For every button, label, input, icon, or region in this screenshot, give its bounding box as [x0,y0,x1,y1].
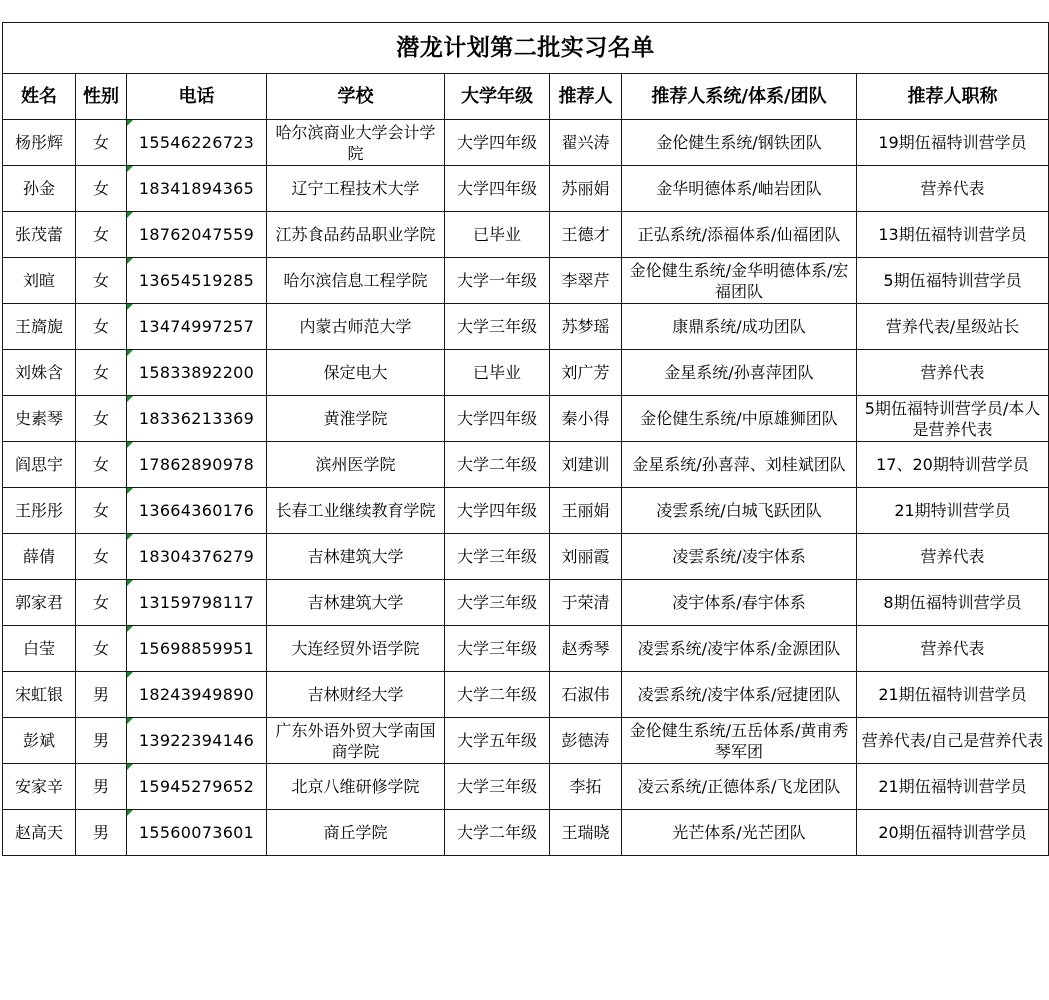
table-row [3,304,1049,350]
cell-school[interactable]: 商丘学院 [267,810,445,856]
cell-referrer-title[interactable]: 19期伍福特训营学员 [857,120,1049,166]
cell-grade[interactable]: 大学三年级 [445,580,550,626]
cell-phone[interactable]: 18762047559 [127,212,267,258]
cell-school[interactable]: 长春工业继续教育学院 [267,488,445,534]
table-row [3,212,1049,258]
cell-gender[interactable]: 男 [76,672,127,718]
cell-gender[interactable]: 女 [76,166,127,212]
cell-gender[interactable]: 男 [76,764,127,810]
cell-system[interactable]: 金星系统/孙喜萍、刘桂斌团队 [622,442,857,488]
cell-gender[interactable]: 男 [76,810,127,856]
cell-system[interactable]: 凌宇体系/春宇体系 [622,580,857,626]
table-row [3,810,1049,856]
cell-system[interactable]: 康鼎系统/成功团队 [622,304,857,350]
cell-referrer-title[interactable]: 21期伍福特训营学员 [857,672,1049,718]
cell-referrer-title[interactable]: 营养代表/星级站长 [857,304,1049,350]
spreadsheet [2,22,1048,856]
cell-school[interactable]: 江苏食品药品职业学院 [267,212,445,258]
cell-phone[interactable]: 13159798117 [127,580,267,626]
cell-referrer-title[interactable]: 20期伍福特训营学员 [857,810,1049,856]
cell-grade[interactable]: 已毕业 [445,212,550,258]
cell-gender[interactable]: 女 [76,442,127,488]
cell-name[interactable]: 刘暄 [3,258,76,304]
table-row [3,488,1049,534]
cell-referrer[interactable]: 于荣清 [550,580,622,626]
cell-phone[interactable]: 18336213369 [127,396,267,442]
cell-system[interactable]: 凌云系统/正德体系/飞龙团队 [622,764,857,810]
cell-system[interactable]: 金伦健生系统/五岳体系/黄甫秀琴军团 [622,718,857,764]
cell-name[interactable]: 白莹 [3,626,76,672]
cell-phone[interactable]: 17862890978 [127,442,267,488]
cell-phone[interactable]: 15945279652 [127,764,267,810]
cell-gender[interactable]: 女 [76,580,127,626]
cell-gender[interactable]: 女 [76,304,127,350]
cell-referrer[interactable]: 苏丽娟 [550,166,622,212]
cell-referrer[interactable]: 王丽娟 [550,488,622,534]
cell-gender[interactable]: 女 [76,488,127,534]
table-row [3,764,1049,810]
cell-referrer-title[interactable]: 21期特训营学员 [857,488,1049,534]
cell-gender[interactable]: 女 [76,396,127,442]
cell-gender[interactable]: 女 [76,626,127,672]
table-row [3,396,1049,442]
cell-grade[interactable]: 大学三年级 [445,626,550,672]
cell-phone[interactable]: 13654519285 [127,258,267,304]
cell-referrer-title[interactable]: 5期伍福特训营学员/本人是营养代表 [857,396,1049,442]
cell-system[interactable]: 凌雲系统/凌宇体系/金源团队 [622,626,857,672]
cell-phone[interactable]: 15833892200 [127,350,267,396]
cell-referrer-title[interactable]: 营养代表 [857,166,1049,212]
cell-system[interactable]: 凌雲系统/凌宇体系 [622,534,857,580]
cell-referrer[interactable]: 王瑞晓 [550,810,622,856]
cell-system[interactable]: 金伦健生系统/中原雄狮团队 [622,396,857,442]
table-row [3,626,1049,672]
cell-name[interactable]: 王旖旎 [3,304,76,350]
cell-name[interactable]: 郭家君 [3,580,76,626]
cell-school[interactable]: 内蒙古师范大学 [267,304,445,350]
cell-referrer-title[interactable]: 17、20期特训营学员 [857,442,1049,488]
cell-phone[interactable]: 13922394146 [127,718,267,764]
cell-school[interactable]: 哈尔滨商业大学会计学院 [267,120,445,166]
cell-name[interactable]: 刘姝含 [3,350,76,396]
table-row [3,718,1049,764]
cell-referrer[interactable]: 苏梦瑶 [550,304,622,350]
header-system[interactable]: 推荐人系统/体系/团队 [622,74,857,120]
cell-grade[interactable]: 大学二年级 [445,442,550,488]
cell-name[interactable]: 杨彤辉 [3,120,76,166]
cell-system[interactable]: 正弘系统/添福体系/仙福团队 [622,212,857,258]
cell-system[interactable]: 凌雲系统/凌宇体系/冠捷团队 [622,672,857,718]
cell-referrer[interactable]: 彭德涛 [550,718,622,764]
intern-list-table [2,22,1049,856]
cell-school[interactable]: 吉林财经大学 [267,672,445,718]
cell-referrer-title[interactable]: 营养代表 [857,534,1049,580]
cell-school[interactable]: 广东外语外贸大学南国商学院 [267,718,445,764]
cell-grade[interactable]: 大学三年级 [445,304,550,350]
cell-system[interactable]: 金星系统/孙喜萍团队 [622,350,857,396]
cell-referrer[interactable]: 刘广芳 [550,350,622,396]
cell-grade[interactable]: 大学五年级 [445,718,550,764]
cell-phone[interactable]: 15698859951 [127,626,267,672]
cell-phone[interactable]: 13664360176 [127,488,267,534]
cell-grade[interactable]: 已毕业 [445,350,550,396]
table-row [3,258,1049,304]
cell-gender[interactable]: 女 [76,212,127,258]
cell-grade[interactable]: 大学二年级 [445,672,550,718]
cell-school[interactable]: 滨州医学院 [267,442,445,488]
cell-gender[interactable]: 女 [76,120,127,166]
cell-gender[interactable]: 女 [76,350,127,396]
cell-name[interactable]: 史素琴 [3,396,76,442]
header-gender[interactable]: 性别 [76,74,127,120]
table-row [3,120,1049,166]
cell-name[interactable]: 安家辛 [3,764,76,810]
cell-system[interactable]: 光芒体系/光芒团队 [622,810,857,856]
cell-school[interactable]: 北京八维研修学院 [267,764,445,810]
cell-school[interactable]: 哈尔滨信息工程学院 [267,258,445,304]
cell-referrer-title[interactable]: 营养代表 [857,350,1049,396]
cell-referrer[interactable]: 刘丽霞 [550,534,622,580]
cell-name[interactable]: 阎思宇 [3,442,76,488]
cell-system[interactable]: 金华明德体系/岫岩团队 [622,166,857,212]
cell-school[interactable]: 吉林建筑大学 [267,580,445,626]
cell-grade[interactable]: 大学四年级 [445,166,550,212]
cell-grade[interactable]: 大学三年级 [445,764,550,810]
header-name[interactable]: 姓名 [3,74,76,120]
cell-referrer[interactable]: 赵秀琴 [550,626,622,672]
table-title[interactable]: 潜龙计划第二批实习名单 [3,23,1049,74]
table-row [3,442,1049,488]
cell-school[interactable]: 大连经贸外语学院 [267,626,445,672]
cell-school[interactable]: 吉林建筑大学 [267,534,445,580]
cell-phone[interactable]: 18243949890 [127,672,267,718]
cell-grade[interactable]: 大学四年级 [445,396,550,442]
cell-name[interactable]: 薛倩 [3,534,76,580]
cell-referrer[interactable]: 刘建训 [550,442,622,488]
header-referrer-title[interactable]: 推荐人职称 [857,74,1049,120]
table-row [3,534,1049,580]
cell-phone[interactable]: 13474997257 [127,304,267,350]
cell-system[interactable]: 金伦健生系统/金华明德体系/宏福团队 [622,258,857,304]
cell-referrer[interactable]: 李拓 [550,764,622,810]
cell-referrer[interactable]: 王德才 [550,212,622,258]
cell-phone[interactable]: 15546226723 [127,120,267,166]
table-row [3,672,1049,718]
table-row [3,350,1049,396]
cell-grade[interactable]: 大学三年级 [445,534,550,580]
cell-phone[interactable]: 18341894365 [127,166,267,212]
cell-referrer-title[interactable]: 21期伍福特训营学员 [857,764,1049,810]
cell-grade[interactable]: 大学四年级 [445,120,550,166]
cell-name[interactable]: 孙金 [3,166,76,212]
header-phone[interactable]: 电话 [127,74,267,120]
cell-system[interactable]: 凌雲系统/白城飞跃团队 [622,488,857,534]
table-row [3,580,1049,626]
cell-school[interactable]: 黄淮学院 [267,396,445,442]
cell-referrer[interactable]: 石淑伟 [550,672,622,718]
cell-phone[interactable]: 18304376279 [127,534,267,580]
cell-system[interactable]: 金伦健生系统/钢铁团队 [622,120,857,166]
cell-referrer-title[interactable]: 13期伍福特训营学员 [857,212,1049,258]
cell-school[interactable]: 保定电大 [267,350,445,396]
cell-gender[interactable]: 男 [76,718,127,764]
cell-gender[interactable]: 女 [76,258,127,304]
cell-name[interactable]: 彭斌 [3,718,76,764]
cell-phone[interactable]: 15560073601 [127,810,267,856]
cell-referrer[interactable]: 李翠芹 [550,258,622,304]
cell-school[interactable]: 辽宁工程技术大学 [267,166,445,212]
header-school[interactable]: 学校 [267,74,445,120]
header-grade[interactable]: 大学年级 [445,74,550,120]
cell-referrer[interactable]: 翟兴涛 [550,120,622,166]
cell-gender[interactable]: 女 [76,534,127,580]
cell-grade[interactable]: 大学一年级 [445,258,550,304]
cell-grade[interactable]: 大学二年级 [445,810,550,856]
cell-name[interactable]: 张茂蕾 [3,212,76,258]
cell-name[interactable]: 王彤彤 [3,488,76,534]
header-referrer[interactable]: 推荐人 [550,74,622,120]
cell-referrer-title[interactable]: 营养代表 [857,626,1049,672]
cell-referrer-title[interactable]: 8期伍福特训营学员 [857,580,1049,626]
header-row [3,74,1049,120]
cell-name[interactable]: 赵高天 [3,810,76,856]
cell-name[interactable]: 宋虹银 [3,672,76,718]
cell-referrer-title[interactable]: 5期伍福特训营学员 [857,258,1049,304]
table-row [3,166,1049,212]
cell-referrer[interactable]: 秦小得 [550,396,622,442]
cell-grade[interactable]: 大学四年级 [445,488,550,534]
cell-referrer-title[interactable]: 营养代表/自己是营养代表 [857,718,1049,764]
